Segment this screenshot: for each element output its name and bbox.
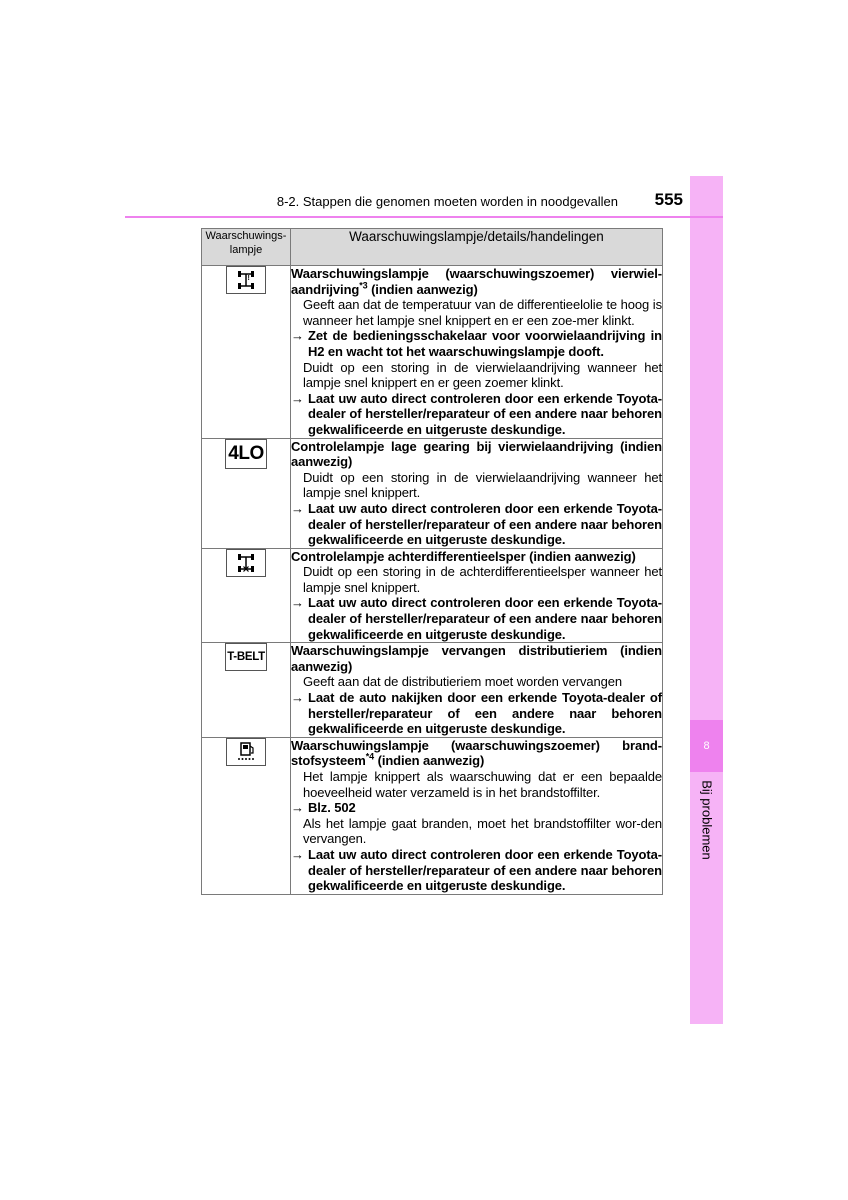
row-title: Waarschuwingslampje (waarschuwingszoemer) brand-stofsysteem$^{*4}$ (indien aanwezig) (291, 737, 662, 769)
table-header-row (202, 229, 663, 266)
action-item: → Laat de auto nakijken door een erkende Toyota-dealer of hersteller/reparateur of een andere naar behoren gekwalificeerde en uitgeruste deskundige. (291, 690, 662, 737)
column-header-details: Waarschuwingslampje/details/handelingen (291, 229, 663, 266)
fuel-filter-icon (226, 738, 266, 766)
action-item: → Laat uw auto direct controleren door een erkende Toyota-dealer of hersteller/reparateur of een andere naar behoren gekwalificeerde en uitgeruste deskundige. (291, 500, 662, 548)
chapter-side-tab (690, 176, 723, 1024)
warning-lights-table (201, 228, 663, 895)
timing-belt-icon: T-BELT (225, 643, 267, 671)
4lo-indicator-icon: 4LO (225, 439, 267, 469)
header-rule (125, 216, 723, 218)
table-row (202, 438, 663, 548)
details-cell (291, 438, 663, 548)
table-row (202, 266, 663, 439)
lamp-cell (202, 266, 291, 439)
table-row (202, 737, 663, 894)
description-text: Duidt op een storing in de vierwielaandrijving wanneer het lampje snel knippert en er geen zoemer klinkt. (303, 359, 662, 391)
arrow-right-icon: → (291, 500, 304, 516)
description-text: Geeft aan dat de temperatuur van de differentieelolie te hoog is wanneer het lampje snel knippert en er een zoe-mer klinkt. (303, 297, 662, 328)
lamp-cell (202, 548, 291, 643)
action-item: → Laat uw auto direct controleren door een erkende Toyota-dealer of hersteller/reparateur of een andere naar behoren gekwalificeerde en uitgeruste deskundige. (291, 846, 662, 894)
rear-diff-lock-icon (226, 549, 266, 577)
action-item: → Zet de bedieningsschakelaar voor voorwielaandrijving in H2 en wacht tot het waarschuwingslampje dooft. (291, 328, 662, 359)
page-reference: → Blz. 502 (291, 800, 356, 816)
row-title: Controlelampje achterdifferentieelsper (indien aanwezig) (291, 548, 636, 564)
row-title: Controlelampje lage gearing bij vierwielaandrijving (indien aanwezig) (291, 438, 662, 470)
lamp-cell (202, 438, 291, 548)
details-cell (291, 266, 663, 439)
details-cell (291, 548, 663, 643)
row-title: Waarschuwingslampje vervangen distributieriem (indien aanwezig) (291, 643, 662, 674)
page-number: 555 (654, 190, 683, 209)
arrow-right-icon: → (291, 800, 304, 816)
description-text: Als het lampje gaat branden, moet het brandstoffilter wor-den vervangen. (303, 815, 662, 847)
arrow-right-icon: → (291, 390, 304, 406)
4wd-warning-icon (226, 266, 266, 294)
lamp-cell (202, 643, 291, 738)
svg-text:!: ! (247, 275, 250, 282)
action-item: → Laat uw auto direct controleren door een erkende Toyota-dealer of hersteller/reparateur of een andere naar behoren gekwalificeerde en uitgeruste deskundige. (291, 390, 662, 437)
arrow-right-icon: → (291, 846, 304, 862)
chapter-number: 8 (690, 720, 723, 772)
details-cell (291, 737, 663, 894)
description-text: Het lampje knippert als waarschuwing dat er een bepaalde hoeveelheid water verzameld is in het brandstoffilter. (303, 769, 662, 800)
description-text: Duidt op een storing in de achterdifferentieelsper wanneer het lampje snel knippert. (303, 564, 662, 595)
description-text: Duidt op een storing in de vierwielaandrijving wanneer het lampje snel knippert. (303, 469, 662, 501)
details-cell (291, 643, 663, 738)
section-heading: 8-2. Stappen die genomen moeten worden in noodgevallen (276, 194, 618, 209)
row-title: Waarschuwingslampje (waarschuwingszoemer) vierwiel-aandrijving$^{*3}$ (indien aanwezig) (291, 266, 662, 297)
arrow-right-icon: → (291, 690, 304, 706)
arrow-right-icon: → (291, 595, 304, 611)
arrow-right-icon: → (291, 328, 304, 344)
description-text: Geeft aan dat de distributieriem moet worden vervangen (303, 674, 623, 690)
action-item: → Laat uw auto direct controleren door een erkende Toyota-dealer of hersteller/reparateur of een andere naar behoren gekwalificeerde en uitgeruste deskundige. (291, 595, 662, 642)
table-row (202, 548, 663, 643)
table-row (202, 643, 663, 738)
column-header-lamp: Waarschuwings-lampje (202, 229, 291, 266)
lamp-cell (202, 737, 291, 894)
chapter-label: Bij problemen (699, 780, 715, 860)
